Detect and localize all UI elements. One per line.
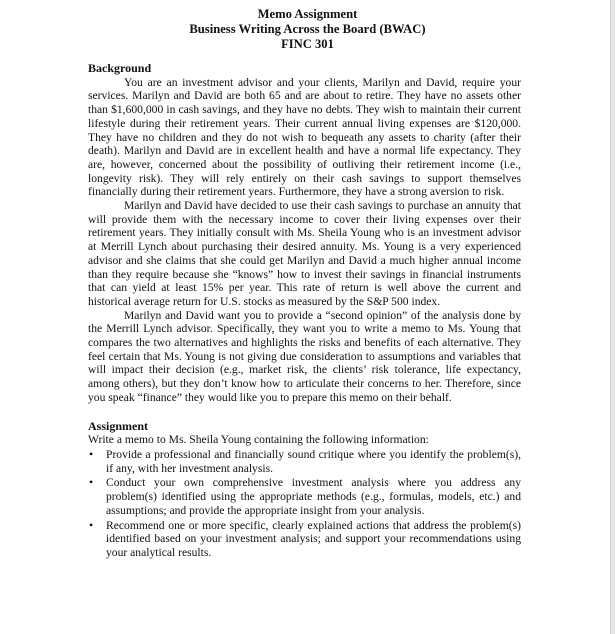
bullet-text: Provide a professional and financially sound critique where you identify the problem(s), if any, with her investment analysis. bbox=[106, 447, 521, 475]
assignment-heading: Assignment bbox=[88, 418, 149, 433]
assignment-bullet-list bbox=[88, 448, 521, 560]
background-paragraph: You are an investment advisor and your clients, Marilyn and David, require your services. Marilyn and David are both 65 and are about to retire. They have no assets other than $1,600,000 in cash savings, and they have no debts. They wish to maintain their current lifestyle during their retirement years. Their current annual living expenses are $120,000. They have no children and they do not wish to bequeath any assets to charity (after their death). Marilyn and David are in excellent health and have a normal life expectancy. They are, however, concerned about the possibility of outliving their retirement income (i.e., longevity risk). They will rely entirely on their cash savings to support themselves financially during their retirement years. Furthermore, they have a strong aversion to risk. bbox=[88, 75, 521, 199]
list-item bbox=[88, 519, 521, 560]
document-title-block bbox=[0, 7, 615, 52]
title-course-code: FINC 301 bbox=[281, 37, 334, 51]
document-body bbox=[88, 62, 521, 561]
title-course-program: Business Writing Across the Board (BWAC) bbox=[189, 22, 426, 36]
bullet-text: Recommend one or more specific, clearly explained actions that address the problem(s) identified based on your investment analysis; and support your recommendations using your analytical results. bbox=[106, 518, 521, 559]
bullet-icon: • bbox=[89, 517, 94, 532]
background-heading: Background bbox=[88, 61, 152, 75]
background-paragraph: Marilyn and David have decided to use their cash savings to purchase an annuity that will provide them with the necessary income to cover their living expenses over their retirement years. They initially consult with Ms. Sheila Young who is an investment advisor at Merrill Lynch about purchasing their desired annuity. Ms. Young is a very experienced advisor and she claims that she could get Marilyn and David a much higher annual income than they require because she “knows” how to invest their savings in financial instruments that can yield at least 15% per year. This rate of return is well above the current and historical average return for U.S. stocks as measured by the S&P 500 index. bbox=[88, 199, 521, 308]
bullet-icon: • bbox=[89, 475, 94, 490]
list-item bbox=[88, 448, 521, 475]
background-paragraph: Marilyn and David want you to provide a “second opinion” of the analysis done by the Merrill Lynch advisor. Specifically, they want you to write a memo to Ms. Young that compares the two alternatives and highlights the risks and benefits of each alternative. They feel certain that Ms. Young is not giving due consideration to assumptions and variables that will impact their decision (e.g., market risk, the clients’ risk tolerance, life expectancy, among others), but they don’t know how to articulate their concerns to her. Therefore, since you speak “finance” they would like you to prepare this memo on their behalf. bbox=[88, 308, 521, 404]
bullet-text: Conduct your own comprehensive investment analysis where you address any problem(s) identified using the appropriate methods (e.g., formulas, models, etc.) and assumptions; and provide the appropriate insight from your analysis. bbox=[106, 476, 521, 517]
bullet-icon: • bbox=[89, 446, 94, 461]
title-memo-assignment: Memo Assignment bbox=[257, 7, 358, 21]
list-item bbox=[88, 476, 521, 517]
assignment-intro: Write a memo to Ms. Sheila Young containing the following information: bbox=[88, 433, 429, 447]
page-edge-shadow bbox=[610, 0, 615, 634]
